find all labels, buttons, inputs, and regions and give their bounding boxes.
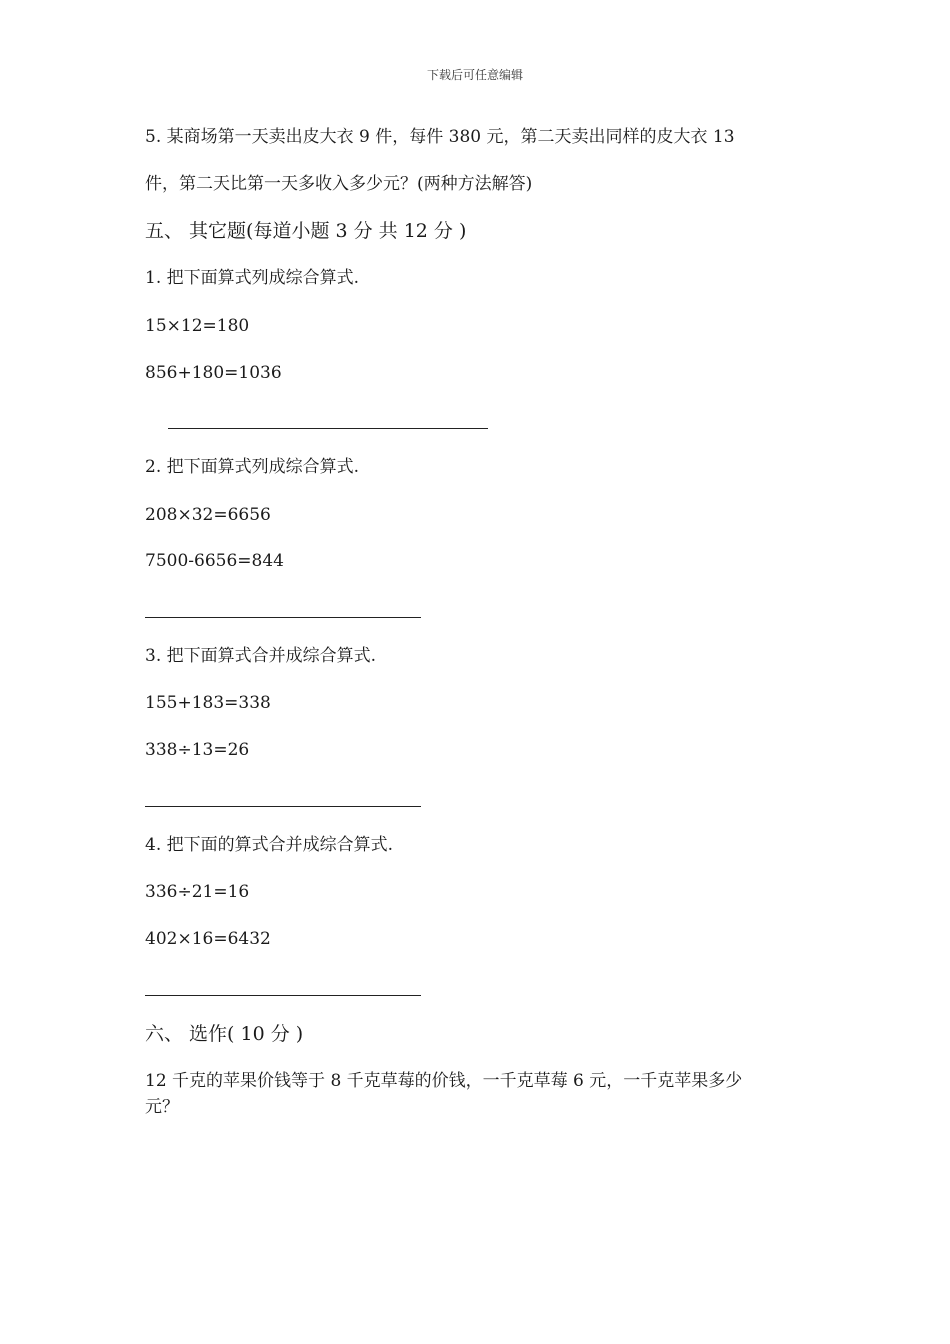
section-6-problem-line-2: 元？ [145, 1097, 179, 1117]
question-5-line-1: 5. 某商场第一天卖出皮大衣 9 件，每件 380 元，第二天卖出同样的皮大衣 13 [145, 127, 735, 147]
item-2-equation-2: 7500-6656=844 [145, 551, 284, 571]
item-1-equation-2: 856+180=1036 [145, 363, 282, 383]
item-3-answer-line [145, 806, 421, 807]
item-2-equation-1: 208×32=6656 [145, 505, 271, 525]
item-4-prompt: 4. 把下面的算式合并成综合算式. [145, 835, 394, 855]
item-2-answer-line [145, 617, 421, 618]
page-header: 下载后可任意编辑 [426, 68, 523, 82]
section-6-problem-line-1: 12 千克的苹果价钱等于 8 千克草莓的价钱，一千克草莓 6 元，一千克苹果多少 [145, 1071, 743, 1091]
item-2-prompt: 2. 把下面算式列成综合算式. [145, 457, 360, 477]
item-1-prompt: 1. 把下面算式列成综合算式. [145, 268, 360, 288]
item-4-equation-2: 402×16=6432 [145, 929, 271, 949]
section-5-title: 五、 其它题(每道小题 3 分 共 12 分 ) [145, 220, 467, 242]
item-1-equation-1: 15×12=180 [145, 316, 250, 336]
item-3-equation-1: 155+183=338 [145, 693, 271, 713]
item-4-answer-line [145, 995, 421, 996]
item-3-prompt: 3. 把下面算式合并成综合算式. [145, 646, 377, 666]
section-6-title: 六、 选作( 10 分 ) [145, 1023, 304, 1045]
item-1-answer-line [168, 428, 488, 429]
item-4-equation-1: 336÷21=16 [145, 882, 250, 902]
item-3-equation-2: 338÷13=26 [145, 740, 250, 760]
question-5-line-2: 件，第二天比第一天多收入多少元？(两种方法解答) [145, 174, 533, 194]
